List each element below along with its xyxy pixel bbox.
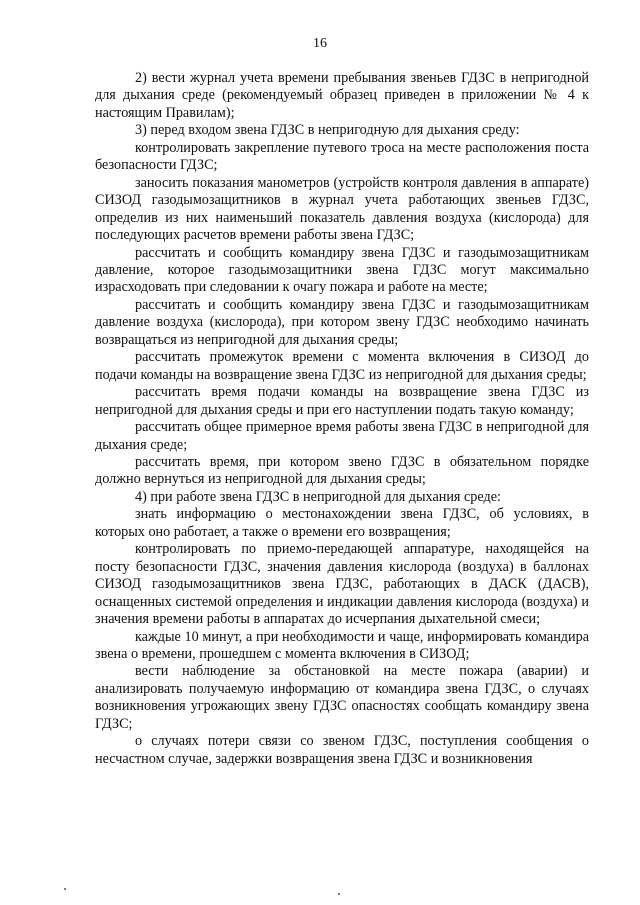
- scan-speck: [64, 888, 66, 890]
- paragraph: рассчитать время, при котором звено ГДЗС в обязательном порядке должно вернуться из непригодной для дыхания среды;: [95, 453, 589, 488]
- paragraph: заносить показания манометров (устройств контроля давления в аппарате) СИЗОД газодымозащитников в журнал учета работающих звеньев ГДЗС, определив из них наименьший показатель давления воздуха (кислорода) для последующих расчетов времени работы звена ГДЗС;: [95, 174, 589, 244]
- body-text: [95, 70, 589, 768]
- paragraph: 2) вести журнал учета времени пребывания звеньев ГДЗС в непригодной для дыхания среде (рекомендуемый образец приведен в приложении № 4 к настоящим Правилам);: [95, 70, 589, 121]
- paragraph: каждые 10 минут, а при необходимости и чаще, информировать командира звена о времени, прошедшем с момента включения в СИЗОД;: [95, 628, 589, 662]
- paragraph: знать информацию о местонахождении звена ГДЗС, об условиях, в которых оно работает, а также о времени его возвращения;: [95, 506, 589, 540]
- paragraph: контролировать по приемо-передающей аппаратуре, находящейся на посту безопасности ГДЗС, значения давления кислорода (воздуха) в баллонах СИЗОД газодымозащитников звена ГДЗС, работающих в ДАСК (ДАСВ), оснащенных системой определения и индикации давления кислорода (воздуха) и значения времени работы в аппаратах до исчерпания дыхательной смеси;: [95, 541, 589, 628]
- paragraph: 4) при работе звена ГДЗС в непригодной для дыхания среде:: [135, 488, 501, 505]
- page-number: 16: [313, 36, 327, 51]
- paragraph: 3) перед входом звена ГДЗС в непригодную для дыхания среду:: [135, 122, 520, 139]
- paragraph: рассчитать и сообщить командиру звена ГДЗС и газодымозащитникам давление, которое газодымозащитники звена ГДЗС могут максимально израсходовать при следовании к очагу пожара и работе на месте;: [95, 244, 589, 296]
- paragraph: рассчитать общее примерное время работы звена ГДЗС в непригодной для дыхания среде;: [95, 419, 589, 453]
- paragraph: рассчитать и сообщить командиру звена ГДЗС и газодымозащитникам давление воздуха (кислорода), при котором звену ГДЗС необходимо начинать возвращаться из непригодной для дыхания среды;: [95, 296, 589, 348]
- paragraph: вести наблюдение за обстановкой на месте пожара (аварии) и анализировать получаемую информацию от командира звена ГДЗС, о случаях возникновения угрожающих звену ГДЗС опасностях сообщать командиру звена ГДЗС;: [95, 663, 589, 732]
- scan-speck: [338, 893, 340, 895]
- paragraph: рассчитать время подачи команды на возвращение звена ГДЗС из непригодной для дыхания среды и при его наступлении подать такую команду;: [95, 384, 589, 418]
- paragraph: о случаях потери связи со звеном ГДЗС, поступления сообщения о несчастном случае, задержки возвращения звена ГДЗС и возникновения: [95, 733, 589, 767]
- paragraph: рассчитать промежуток времени с момента включения в СИЗОД до подачи команды на возвращение звена ГДЗС из непригодной для дыхания среды;: [95, 349, 589, 383]
- paragraph: контролировать закрепление путевого троса на месте расположения поста безопасности ГДЗС;: [95, 139, 589, 174]
